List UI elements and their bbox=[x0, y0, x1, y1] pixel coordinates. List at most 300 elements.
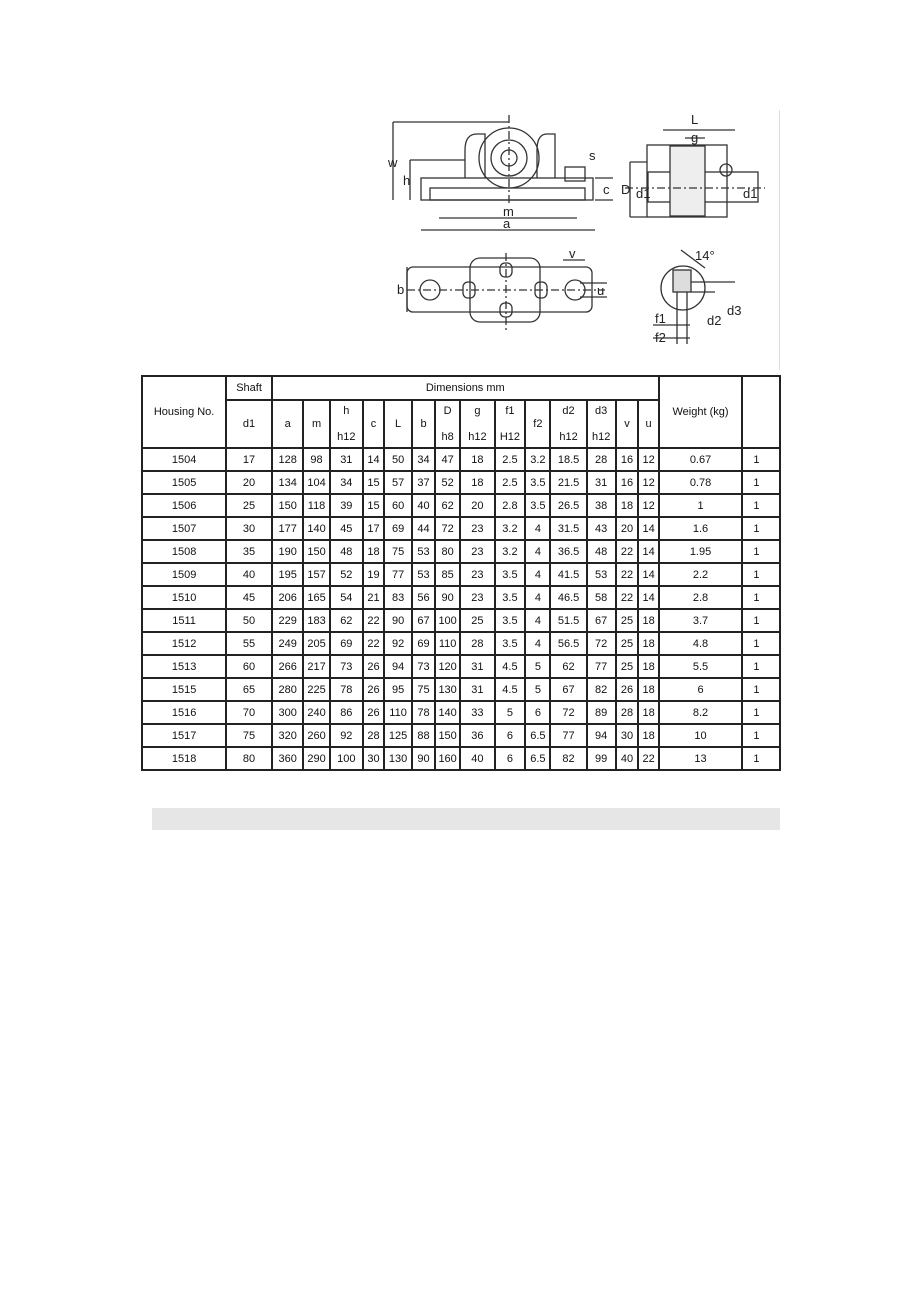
table-row bbox=[142, 655, 780, 678]
table-cell: 40 bbox=[460, 747, 494, 770]
table-cell: 48 bbox=[330, 540, 363, 563]
table-cell: 98 bbox=[303, 448, 329, 471]
table-cell: 77 bbox=[550, 724, 586, 747]
table-cell: 125 bbox=[384, 724, 412, 747]
table-cell: 39 bbox=[330, 494, 363, 517]
table-cell: 134 bbox=[272, 471, 304, 494]
table-cell: 95 bbox=[384, 678, 412, 701]
table-cell: 99 bbox=[587, 747, 616, 770]
table-cell: 140 bbox=[435, 701, 460, 724]
header-shaft: Shaft bbox=[226, 376, 272, 400]
table-cell: 23 bbox=[460, 563, 494, 586]
table-cell: 94 bbox=[384, 655, 412, 678]
table-cell: 73 bbox=[412, 655, 435, 678]
table-cell: 80 bbox=[226, 747, 272, 770]
table-cell: 17 bbox=[363, 517, 384, 540]
column-header-h12 bbox=[330, 400, 363, 448]
label-d3: d3 bbox=[727, 303, 742, 318]
header-dimensions: Dimensions mm bbox=[272, 376, 659, 400]
table-cell: 43 bbox=[587, 517, 616, 540]
table-cell: 4 bbox=[525, 609, 550, 632]
table-cell: 3.2 bbox=[525, 448, 550, 471]
column-header-bottom: L bbox=[395, 418, 402, 430]
table-cell: 23 bbox=[460, 517, 494, 540]
table-cell: 1 bbox=[742, 701, 780, 724]
table-row bbox=[142, 724, 780, 747]
label-c: c bbox=[603, 182, 610, 197]
table-cell: 75 bbox=[226, 724, 272, 747]
column-header-bottom: h12 bbox=[468, 431, 487, 443]
table-cell: 50 bbox=[384, 448, 412, 471]
table-cell: 88 bbox=[412, 724, 435, 747]
table-cell: 30 bbox=[363, 747, 384, 770]
table-cell: 28 bbox=[460, 632, 494, 655]
label-b: b bbox=[397, 282, 405, 297]
table-cell: 40 bbox=[616, 747, 639, 770]
table-cell: 6 bbox=[495, 747, 526, 770]
table-cell: 300 bbox=[272, 701, 304, 724]
table-cell: 72 bbox=[435, 517, 460, 540]
table-cell: 51.5 bbox=[550, 609, 586, 632]
table-cell: 2.8 bbox=[659, 586, 743, 609]
table-cell: 18 bbox=[460, 471, 494, 494]
table-cell: 1516 bbox=[142, 701, 226, 724]
table-cell: 1515 bbox=[142, 678, 226, 701]
table-cell: 21 bbox=[363, 586, 384, 609]
table-cell: 100 bbox=[435, 609, 460, 632]
column-header-bottom: H12 bbox=[499, 431, 521, 443]
pillow-block-drawing bbox=[385, 110, 785, 355]
column-header-l bbox=[384, 400, 412, 448]
table-cell: 58 bbox=[587, 586, 616, 609]
table-cell: 47 bbox=[435, 448, 460, 471]
table-cell: 1 bbox=[742, 448, 780, 471]
table-cell: 5 bbox=[525, 655, 550, 678]
table-cell: 20 bbox=[460, 494, 494, 517]
table-cell: 1 bbox=[742, 494, 780, 517]
table-cell: 55 bbox=[226, 632, 272, 655]
table-cell: 25 bbox=[226, 494, 272, 517]
table-cell: 90 bbox=[412, 747, 435, 770]
table-cell: 34 bbox=[330, 471, 363, 494]
table-cell: 1511 bbox=[142, 609, 226, 632]
table-cell: 45 bbox=[330, 517, 363, 540]
table-cell: 320 bbox=[272, 724, 304, 747]
table-row bbox=[142, 586, 780, 609]
table-cell: 15 bbox=[363, 494, 384, 517]
column-header-bottom: a bbox=[284, 418, 291, 430]
table-cell: 67 bbox=[412, 609, 435, 632]
table-cell: 2.2 bbox=[659, 563, 743, 586]
label-g: g bbox=[691, 130, 699, 145]
table-cell: 31 bbox=[330, 448, 363, 471]
table-cell: 6 bbox=[495, 724, 526, 747]
table-cell: 1 bbox=[742, 724, 780, 747]
label-d2: d2 bbox=[707, 313, 722, 328]
table-cell: 18 bbox=[638, 701, 658, 724]
label-L: L bbox=[691, 112, 699, 127]
column-header-bottom: f2 bbox=[533, 418, 543, 430]
table-cell: 31.5 bbox=[550, 517, 586, 540]
table-cell: 69 bbox=[412, 632, 435, 655]
label-d1-left: d1 bbox=[636, 186, 651, 201]
table-cell: 52 bbox=[330, 563, 363, 586]
table-cell: 1 bbox=[742, 586, 780, 609]
table-cell: 57 bbox=[384, 471, 412, 494]
table-cell: 34 bbox=[412, 448, 435, 471]
table-cell: 183 bbox=[303, 609, 329, 632]
table-cell: 4.8 bbox=[659, 632, 743, 655]
table-cell: 1 bbox=[742, 632, 780, 655]
table-cell: 10 bbox=[659, 724, 743, 747]
label-s: s bbox=[589, 148, 596, 163]
table-cell: 75 bbox=[384, 540, 412, 563]
table-cell: 266 bbox=[272, 655, 304, 678]
column-header-bottom: c bbox=[370, 418, 377, 430]
label-h: h bbox=[403, 173, 411, 188]
table-cell: 18 bbox=[363, 540, 384, 563]
table-cell: 150 bbox=[272, 494, 304, 517]
table-cell: 44 bbox=[412, 517, 435, 540]
table-cell: 157 bbox=[303, 563, 329, 586]
table-cell: 205 bbox=[303, 632, 329, 655]
table-cell: 1510 bbox=[142, 586, 226, 609]
table-cell: 5.5 bbox=[659, 655, 743, 678]
table-cell: 14 bbox=[363, 448, 384, 471]
table-cell: 1506 bbox=[142, 494, 226, 517]
table-cell: 22 bbox=[616, 540, 639, 563]
table-row bbox=[142, 471, 780, 494]
table-cell: 25 bbox=[460, 609, 494, 632]
column-header-h8 bbox=[435, 400, 460, 448]
table-cell: 94 bbox=[587, 724, 616, 747]
table-cell: 1 bbox=[742, 563, 780, 586]
table-cell: 104 bbox=[303, 471, 329, 494]
table-cell: 19 bbox=[363, 563, 384, 586]
table-cell: 69 bbox=[330, 632, 363, 655]
table-cell: 1513 bbox=[142, 655, 226, 678]
column-header-bottom: h12 bbox=[337, 431, 356, 443]
table-cell: 130 bbox=[435, 678, 460, 701]
table-row bbox=[142, 701, 780, 724]
column-header-m bbox=[303, 400, 329, 448]
table-cell: 20 bbox=[226, 471, 272, 494]
table-cell: 20 bbox=[616, 517, 639, 540]
table-cell: 53 bbox=[412, 540, 435, 563]
table-cell: 260 bbox=[303, 724, 329, 747]
table-cell: 60 bbox=[384, 494, 412, 517]
label-w: w bbox=[388, 155, 398, 170]
table-cell: 14 bbox=[638, 563, 658, 586]
table-cell: 22 bbox=[638, 747, 658, 770]
table-cell: 26 bbox=[363, 701, 384, 724]
table-cell: 1 bbox=[742, 747, 780, 770]
table-cell: 2.8 bbox=[495, 494, 526, 517]
column-header-bottom: h8 bbox=[441, 431, 454, 443]
table-cell: 50 bbox=[226, 609, 272, 632]
table-cell: 26 bbox=[363, 655, 384, 678]
table-cell: 1 bbox=[742, 471, 780, 494]
table-cell: 18 bbox=[638, 678, 658, 701]
table-cell: 1 bbox=[742, 655, 780, 678]
table-cell: 2.5 bbox=[495, 448, 526, 471]
table-cell: 36 bbox=[460, 724, 494, 747]
column-header-bottom: m bbox=[311, 418, 322, 430]
table-cell: 4 bbox=[525, 563, 550, 586]
column-header-bottom: h12 bbox=[559, 431, 578, 443]
table-row bbox=[142, 563, 780, 586]
column-header-top: g bbox=[474, 405, 481, 417]
table-cell: 69 bbox=[384, 517, 412, 540]
table-cell: 23 bbox=[460, 586, 494, 609]
table-cell: 150 bbox=[435, 724, 460, 747]
table-cell: 1 bbox=[742, 609, 780, 632]
table-cell: 89 bbox=[587, 701, 616, 724]
table-cell: 1.6 bbox=[659, 517, 743, 540]
table-cell: 82 bbox=[550, 747, 586, 770]
table-cell: 86 bbox=[330, 701, 363, 724]
table-cell: 4 bbox=[525, 517, 550, 540]
table-cell: 1505 bbox=[142, 471, 226, 494]
table-cell: 25 bbox=[616, 632, 639, 655]
table-row bbox=[142, 747, 780, 770]
table-cell: 1517 bbox=[142, 724, 226, 747]
table-cell: 3.5 bbox=[495, 632, 526, 655]
table-cell: 3.5 bbox=[495, 586, 526, 609]
table-cell: 38 bbox=[587, 494, 616, 517]
table-cell: 31 bbox=[460, 678, 494, 701]
table-row bbox=[142, 517, 780, 540]
table-cell: 6 bbox=[525, 701, 550, 724]
table-cell: 18 bbox=[638, 655, 658, 678]
table-cell: 45 bbox=[226, 586, 272, 609]
table-cell: 82 bbox=[587, 678, 616, 701]
table-cell: 8.2 bbox=[659, 701, 743, 724]
table-cell: 37 bbox=[412, 471, 435, 494]
table-cell: 190 bbox=[272, 540, 304, 563]
table-cell: 120 bbox=[435, 655, 460, 678]
table-cell: 1518 bbox=[142, 747, 226, 770]
table-cell: 77 bbox=[384, 563, 412, 586]
table-row bbox=[142, 632, 780, 655]
table-cell: 110 bbox=[435, 632, 460, 655]
table-cell: 53 bbox=[587, 563, 616, 586]
column-header-bottom: b bbox=[420, 418, 427, 430]
column-header-f2 bbox=[525, 400, 550, 448]
table-cell: 177 bbox=[272, 517, 304, 540]
table-cell: 67 bbox=[587, 609, 616, 632]
table-cell: 65 bbox=[226, 678, 272, 701]
table-cell: 14 bbox=[638, 540, 658, 563]
label-m: m bbox=[503, 204, 514, 219]
table-cell: 160 bbox=[435, 747, 460, 770]
table-cell: 1504 bbox=[142, 448, 226, 471]
table-cell: 110 bbox=[384, 701, 412, 724]
table-cell: 40 bbox=[226, 563, 272, 586]
table-cell: 140 bbox=[303, 517, 329, 540]
table-cell: 77 bbox=[587, 655, 616, 678]
column-header-u bbox=[638, 400, 658, 448]
table-cell: 62 bbox=[550, 655, 586, 678]
table-cell: 1509 bbox=[142, 563, 226, 586]
table-cell: 12 bbox=[638, 471, 658, 494]
table-cell: 240 bbox=[303, 701, 329, 724]
table-cell: 28 bbox=[616, 701, 639, 724]
table-cell: 85 bbox=[435, 563, 460, 586]
table-cell: 280 bbox=[272, 678, 304, 701]
table-cell: 5 bbox=[495, 701, 526, 724]
table-cell: 1 bbox=[742, 678, 780, 701]
table-cell: 56.5 bbox=[550, 632, 586, 655]
table-cell: 3.2 bbox=[495, 517, 526, 540]
label-angle: 14° bbox=[695, 248, 715, 263]
table-cell: 56 bbox=[412, 586, 435, 609]
table-cell: 72 bbox=[587, 632, 616, 655]
label-v: v bbox=[569, 246, 576, 261]
table-cell: 18 bbox=[616, 494, 639, 517]
table-cell: 73 bbox=[330, 655, 363, 678]
table-cell: 25 bbox=[616, 655, 639, 678]
table-cell: 3.5 bbox=[525, 494, 550, 517]
table-cell: 54 bbox=[330, 586, 363, 609]
table-cell: 28 bbox=[363, 724, 384, 747]
column-header-bottom: h12 bbox=[591, 431, 611, 443]
label-f1: f1 bbox=[655, 311, 666, 326]
table-cell: 18 bbox=[638, 632, 658, 655]
column-header-top: d3 bbox=[595, 405, 608, 417]
table-cell: 53 bbox=[412, 563, 435, 586]
column-header-d1 bbox=[226, 400, 272, 448]
column-header-h12 bbox=[495, 400, 526, 448]
table-cell: 14 bbox=[638, 586, 658, 609]
label-f2: f2 bbox=[655, 330, 666, 345]
table-cell: 4.5 bbox=[495, 678, 526, 701]
table-cell: 90 bbox=[435, 586, 460, 609]
label-d1-right: d1 bbox=[743, 186, 758, 201]
column-header-h12 bbox=[460, 400, 494, 448]
column-header-bottom: u bbox=[645, 418, 652, 430]
table-cell: 30 bbox=[616, 724, 639, 747]
table-cell: 6.5 bbox=[525, 724, 550, 747]
table-cell: 3.2 bbox=[495, 540, 526, 563]
label-D: D bbox=[621, 182, 631, 197]
table-cell: 26 bbox=[363, 678, 384, 701]
table-cell: 23 bbox=[460, 540, 494, 563]
page-edge bbox=[779, 110, 780, 370]
table-cell: 72 bbox=[550, 701, 586, 724]
table-cell: 3.5 bbox=[495, 563, 526, 586]
table-cell: 78 bbox=[412, 701, 435, 724]
table-cell: 12 bbox=[638, 448, 658, 471]
table-cell: 70 bbox=[226, 701, 272, 724]
table-cell: 40 bbox=[412, 494, 435, 517]
table-cell: 290 bbox=[303, 747, 329, 770]
table-cell: 17 bbox=[226, 448, 272, 471]
table-cell: 33 bbox=[460, 701, 494, 724]
table-cell: 22 bbox=[363, 609, 384, 632]
table-cell: 2.5 bbox=[495, 471, 526, 494]
table-cell: 28 bbox=[587, 448, 616, 471]
table-cell: 1508 bbox=[142, 540, 226, 563]
table-cell: 206 bbox=[272, 586, 304, 609]
table-cell: 249 bbox=[272, 632, 304, 655]
table-cell: 16 bbox=[616, 448, 639, 471]
label-u: u bbox=[597, 283, 605, 298]
table-cell: 35 bbox=[226, 540, 272, 563]
table-cell: 1 bbox=[742, 517, 780, 540]
table-cell: 62 bbox=[435, 494, 460, 517]
table-row bbox=[142, 609, 780, 632]
table-cell: 83 bbox=[384, 586, 412, 609]
table-cell: 46.5 bbox=[550, 586, 586, 609]
table-cell: 14 bbox=[638, 517, 658, 540]
table-row bbox=[142, 494, 780, 517]
table-cell: 41.5 bbox=[550, 563, 586, 586]
table-cell: 0.78 bbox=[659, 471, 743, 494]
table-cell: 90 bbox=[384, 609, 412, 632]
table-cell: 75 bbox=[412, 678, 435, 701]
column-header-top: d2 bbox=[562, 405, 575, 417]
table-cell: 48 bbox=[587, 540, 616, 563]
table-cell: 225 bbox=[303, 678, 329, 701]
header-truncated bbox=[742, 376, 780, 448]
table-row bbox=[142, 678, 780, 701]
column-header-a bbox=[272, 400, 304, 448]
table-cell: 165 bbox=[303, 586, 329, 609]
table-cell: 16 bbox=[616, 471, 639, 494]
gray-band bbox=[152, 808, 780, 830]
table-cell: 52 bbox=[435, 471, 460, 494]
table-row bbox=[142, 448, 780, 471]
table-cell: 30 bbox=[226, 517, 272, 540]
column-header-top: D bbox=[443, 405, 452, 417]
table-cell: 26 bbox=[616, 678, 639, 701]
column-header-bottom: d1 bbox=[242, 418, 256, 430]
table-cell: 1.95 bbox=[659, 540, 743, 563]
table-cell: 67 bbox=[550, 678, 586, 701]
table-cell: 36.5 bbox=[550, 540, 586, 563]
table-row bbox=[142, 540, 780, 563]
table-cell: 22 bbox=[616, 563, 639, 586]
column-header-v bbox=[616, 400, 639, 448]
dimensions-table bbox=[141, 375, 781, 771]
column-header-top: h bbox=[343, 405, 350, 417]
table-cell: 4 bbox=[525, 586, 550, 609]
table-cell: 1507 bbox=[142, 517, 226, 540]
table-cell: 1 bbox=[659, 494, 743, 517]
table-cell: 4.5 bbox=[495, 655, 526, 678]
table-cell: 26.5 bbox=[550, 494, 586, 517]
table-cell: 150 bbox=[303, 540, 329, 563]
table-cell: 360 bbox=[272, 747, 304, 770]
label-a: a bbox=[503, 216, 511, 231]
column-header-c bbox=[363, 400, 384, 448]
table-cell: 6.5 bbox=[525, 747, 550, 770]
table-cell: 92 bbox=[384, 632, 412, 655]
table-cell: 78 bbox=[330, 678, 363, 701]
table-cell: 4 bbox=[525, 540, 550, 563]
table-cell: 15 bbox=[363, 471, 384, 494]
table-cell: 60 bbox=[226, 655, 272, 678]
table-cell: 92 bbox=[330, 724, 363, 747]
table-cell: 100 bbox=[330, 747, 363, 770]
table-cell: 21.5 bbox=[550, 471, 586, 494]
table-cell: 5 bbox=[525, 678, 550, 701]
header-weight: Weight (kg) bbox=[659, 376, 743, 448]
table-cell: 18 bbox=[460, 448, 494, 471]
table-cell: 62 bbox=[330, 609, 363, 632]
table-cell: 18.5 bbox=[550, 448, 586, 471]
